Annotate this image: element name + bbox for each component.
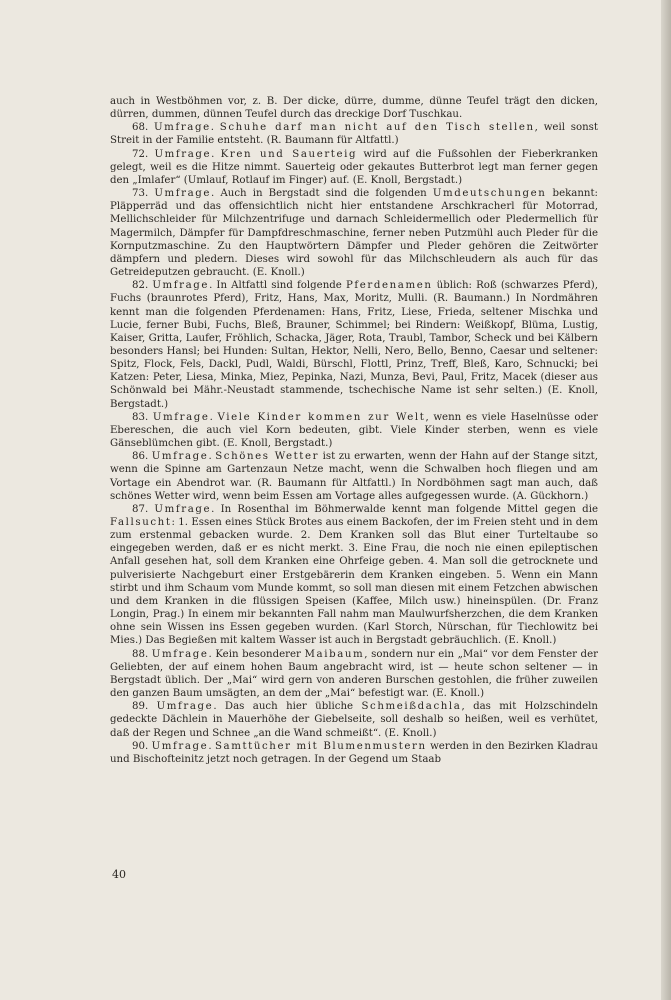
spaced-keyword: Pferdenamen xyxy=(345,280,433,292)
spaced-keyword: Umdeutschungen xyxy=(432,188,547,200)
spaced-keyword: Viele Kinder kommen zur Welt xyxy=(217,411,426,423)
spaced-keyword: Samttücher mit Blumenmustern xyxy=(214,740,427,752)
text-run: : 1. Essen eines Stück Brotes aus einem Backofen, der im Freien steht und in dem zum erstenmal gebacken wurde. 2. Dem Kranken soll das Blut einer Turteltaube so eingegeben werden, daß er es nicht merkt. 3. Eine Frau, die noch nie einen epileptischen Anfall gesehen hat, soll dem Kranken eine Ohrfeige geben. 4. Man soll die getrocknete und pulverisierte Nachgeburt einer Erstgebärerin dem Kranken eingeben. 5. Wenn ein Mann stirbt und ihm Schaum vom Munde kommt, so soll man diesen mit einem Fetzchen abwischen und dem Kranken in die flüssigen Speisen (Kaffee, Milch usw.) hineinspülen. (Dr. Franz Longin, Prag.) In einem mir bekannten Fall nahm man Maulwurfsherzchen, die dem Kranken ohne sein Wissen ins Essen gegeben wurden. (Karl Storch, Nürschan, für Tiechlowitz bei Mies.) Das Begießen mit kaltem Wasser ist auch in Bergstadt gebräuchlich. (E. Knoll.) xyxy=(110,517,598,647)
survey-entry-paragraph xyxy=(110,503,598,648)
survey-entry-paragraph xyxy=(110,121,598,147)
text-run: , das mit Holzschindeln gedeckte Dächlein in Mauerhöhe der Giebelseite, soll deshalb so heißen, weil es verhütet, daß der Regen und Schnee „an die Wand schmeißt“. (E. Knoll.) xyxy=(110,701,598,739)
text-run: . xyxy=(211,148,221,160)
text-run: 88. xyxy=(132,648,152,660)
text-run: auch in Westböhmen vor, z. B. Der dicke, dürre, dumme, dünne Teufel trägt den dicken, dürren, dummen, dünnen Teufel durch das dreckige Dorf Tuschkau. xyxy=(110,96,598,121)
spaced-keyword: Umfrage xyxy=(151,451,209,463)
spaced-keyword: Fallsucht xyxy=(110,517,172,528)
text-run: . Kein besonderer xyxy=(208,648,305,660)
text-run: ist zu erwarten, wenn der Hahn auf der Stange sitzt, wenn die Spinne am Gartenzaun Netze macht, wenn die Schwalben hoch fliegen und am Vortage ein Abendrot war. (R. Baumann für Altfattl.) In Nordböhmen sagt man auch, daß schönes Wetter wird, wenn beim Essen am Vortage alles aufgegessen wurde. (A. Gückhorn.) xyxy=(110,451,598,502)
text-run: . In Rosenthal im Böhmerwalde kennt man folgende Mittel gegen die xyxy=(211,503,598,515)
survey-entry-paragraph xyxy=(110,740,598,766)
text-run: 68. xyxy=(132,122,154,134)
spaced-keyword: Schuhe darf man nicht auf den Tisch stellen xyxy=(219,122,535,134)
text-run: bekannt: Pläpperräd und das offensichtlich nicht hier entstandene Arschkracherl für Motorrad, Mellichschleider für Milchzentrifuge und darnach Schleidermellich oder Pledermellich für Magermilch, Dämpfer für Dampfdreschmaschine, ferner neben Putzmühl auch Pleder für die Kornputzmaschine. Zu den Hauptwörtern Dämpfer und Pleder gehören die Zeitwörter dämpfern und pledern. Dieses wird sowohl für das Milchschleudern als auch für das Getreideputzen gebraucht. (E. Knoll.) xyxy=(110,188,598,279)
text-run: 90. xyxy=(132,740,152,752)
text-run: 72. xyxy=(132,148,155,160)
text-run: . Auch in Bergstadt sind die folgenden xyxy=(211,188,433,200)
spaced-keyword: Umfrage xyxy=(152,280,210,292)
spaced-keyword: Umfrage xyxy=(152,411,210,423)
text-run: . xyxy=(208,451,216,463)
text-run: . Das auch hier übliche xyxy=(213,701,362,713)
text-run: , sondern nur ein „Mai“ vor dem Fenster der Geliebten, der auf einem hohen Baum angebracht wird, ist — heute schon seltener — in Bergstadt üblich. Der „Mai“ wird gern von anderen Burschen gestohlen, die früher zuweilen den ganzen Baum umsägten, an dem der „Mai“ befestigt war. (E. Knoll.) xyxy=(110,648,598,700)
spaced-keyword: Kren und Sauerteig xyxy=(220,148,358,160)
text-run: 87. xyxy=(132,503,155,515)
spaced-keyword: Maibaum xyxy=(304,648,365,660)
spaced-keyword: Umfrage xyxy=(151,740,209,752)
text-run: , weil sonst Streit in der Familie entsteht. (R. Baumann für Altfattl.) xyxy=(110,122,598,147)
survey-entry-paragraph xyxy=(110,187,598,279)
text-run: 83. xyxy=(132,411,153,423)
text-run: üblich: Roß (schwarzes Pferd), Fuchs (braunrotes Pferd), Fritz, Hans, Max, Moritz, Mulli. (R. Baumann.) In Nordmähren kennt man die folgenden Pferdenamen: Hans, Fritz, Liese, Frieda, seltener Mischka und Lucie, ferner Bubi, Fuchs, Bleß, Brauner, Schimmel; bei Rindern: Weißkopf, Blüma, Lustig, Kaiser, Gritta, Laufer, Fröhlich, Schacka, Jäger, Rota, Traubl, Tambor, Scheck und bei Kälbern besonders Hansl; bei Hunden: Sultan, Hektor, Nelli, Nero, Bello, Benno, Caesar und seltener: Spitz, Flock, Fels, Dackl, Pudl, Waldi, Bürschl, Flottl, Prinz, Treff, Bleß, Karo, Schnucki; bei Katzen: Peter, Liesa, Minka, Miez, Pepinka, Nazi, Munza, Bevi, Paul, Fritz, Macek (dieser aus Schönwald bei Mähr.-Neustadt stammende, tschechische Name ist sehr selten.) (E. Knoll, Bergstadt.) xyxy=(110,280,598,410)
page-number: 40 xyxy=(112,868,126,881)
text-run: . In Altfattl sind folgende xyxy=(209,280,346,292)
survey-entry-paragraph xyxy=(110,279,598,411)
survey-entry-paragraph xyxy=(110,648,598,701)
spaced-keyword: Umfrage xyxy=(154,122,211,134)
text-run: . xyxy=(208,740,215,752)
spaced-keyword: Schmeißdachla xyxy=(361,701,462,713)
text-run: 82. xyxy=(132,280,153,292)
continued-paragraph xyxy=(110,95,598,121)
spaced-keyword: Schönes Wetter xyxy=(215,451,320,463)
survey-entry-paragraph xyxy=(110,700,598,739)
text-run: , wenn es viele Haselnüsse oder Ebereschen, die auch viel Korn bedeuten, gibt. Viele Kinder sterben, wenn es viele Gänseblümchen gibt. (E. Knoll, Bergstadt.) xyxy=(110,411,598,450)
spaced-keyword: Umfrage xyxy=(154,503,212,515)
survey-entry-paragraph xyxy=(110,148,598,187)
text-run: . xyxy=(210,122,220,134)
survey-entry-paragraph xyxy=(110,450,598,503)
text-run: 89. xyxy=(132,701,157,713)
survey-entry-paragraph xyxy=(110,411,598,450)
text-run: . xyxy=(209,411,218,423)
page-body-text xyxy=(110,95,598,766)
text-run: 86. xyxy=(132,451,152,463)
text-run: werden in den Bezirken Kladrau und Bischofteinitz jetzt noch getragen. In der Gegend um Staab xyxy=(110,740,598,765)
text-run: 73. xyxy=(132,188,155,200)
spaced-keyword: Umfrage xyxy=(154,148,212,160)
spaced-keyword: Umfrage xyxy=(154,188,212,200)
text-run: wird auf die Fußsohlen der Fieberkranken gelegt, weil es die Hitze nimmt. Sauerteig oder gekautes Butterbrot legt man ferner gegen den „Imlafer“ (Umlauf, Rotlauf im Finger) auf. (E. Knoll, Bergstadt.) xyxy=(110,148,598,186)
spaced-keyword: Umfrage xyxy=(156,701,214,713)
spaced-keyword: Umfrage xyxy=(151,648,209,660)
